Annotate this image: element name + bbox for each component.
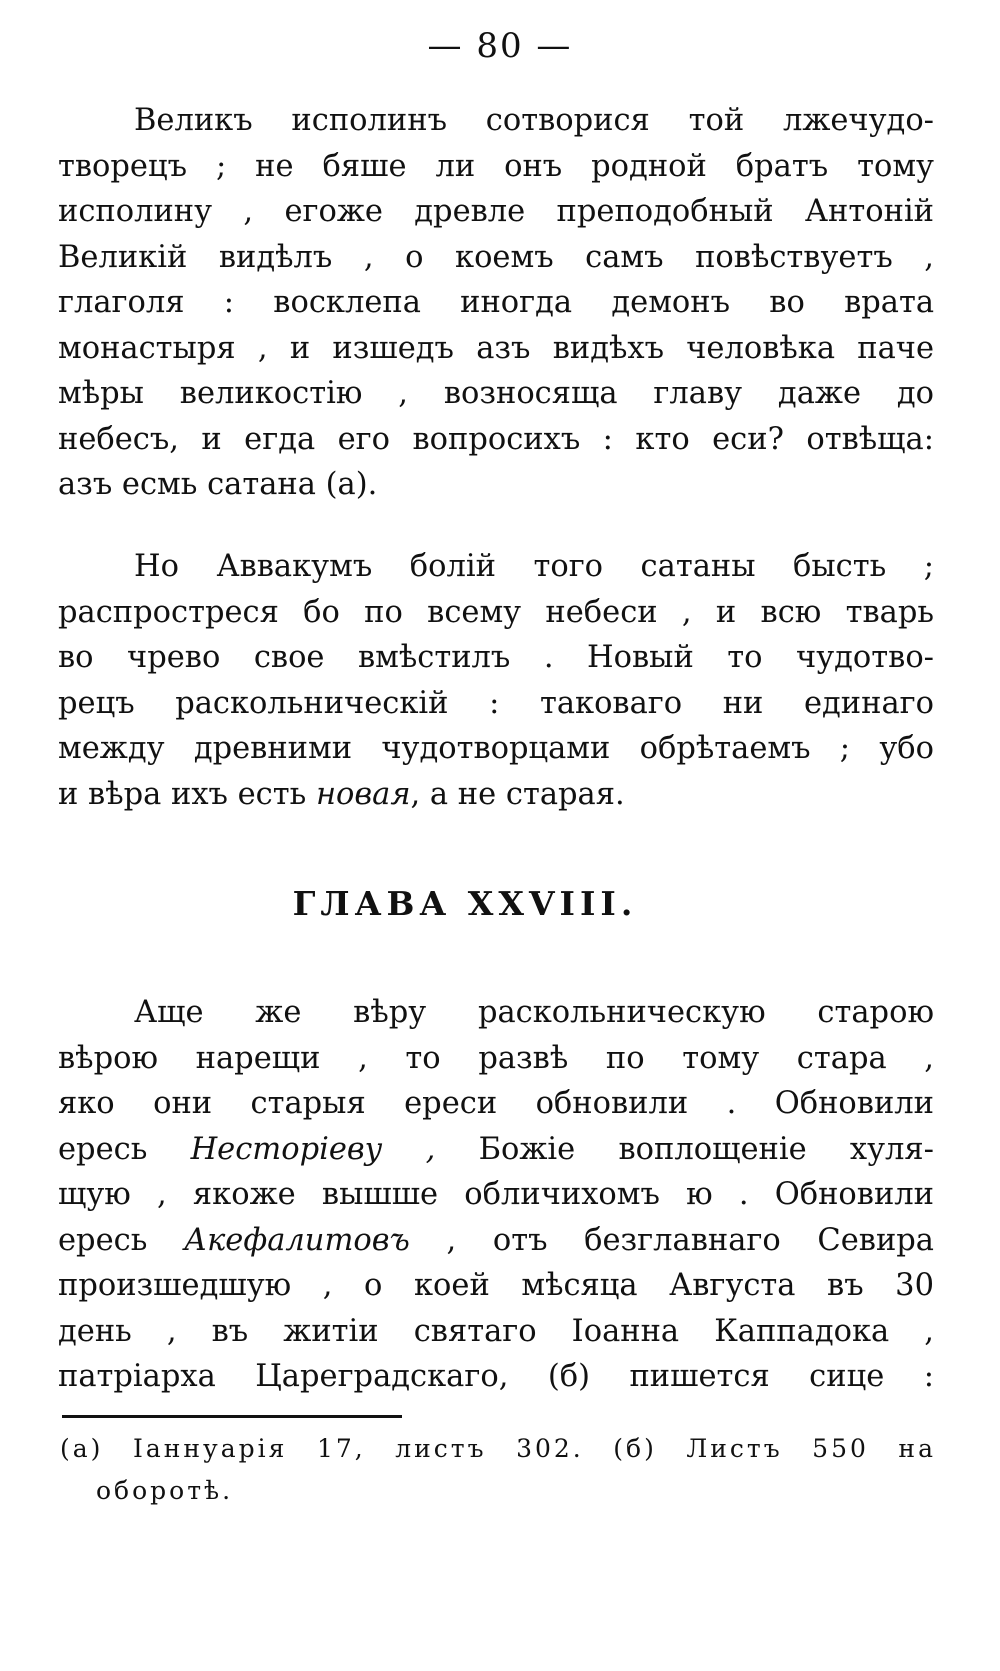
text-line: небесъ, и егда его вопросихъ : кто еси? отвѣща: [58,421,934,457]
footnotes [60,1428,936,1512]
text-line: исполину , егоже древле преподобный Антоній [58,194,934,229]
italic-emphasis: Несторіеву , [190,1131,436,1167]
text-line: глаголя : восклепа иногда демонъ во врата [58,285,934,320]
paragraph-1 [58,98,934,508]
text-fragment: ересь [58,1131,191,1167]
text-fragment: , отъ безглавнаго Севира [409,1222,934,1258]
paragraph-2 [58,544,934,817]
text-line: яко они старыя ереси обновили . Обновили [58,1086,934,1121]
text-line: произшедшую , о коей мѣсяца Августа въ 30 [58,1268,934,1303]
text-line: рецъ раскольническій : таковаго ни единаго [58,685,934,721]
text-line: между древними чудотворцами обрѣтаемъ ; убо [58,731,934,766]
text-line: распростреся бо по всему небеси , и всю тварь [58,594,934,630]
text-line: вѣрою нарещи , то развѣ по тому стара , [58,1040,934,1076]
chapter-heading: ГЛАВА XXVIII. [292,884,638,923]
text-fragment: и вѣра ихъ есть [58,776,316,812]
text-line: во чрево свое вмѣстилъ . Новый то чудотво- [58,640,934,675]
text-line: щую , якоже вышше обличихомъ ю . Обновили [58,1177,934,1212]
text-fragment: ересь [58,1222,184,1258]
text-line: патріарха Цареградскаго, (б) пишется сице : [58,1359,934,1394]
text-line [58,1127,934,1173]
text-line: день , въ житіи святаго Іоанна Каппадока , [58,1313,934,1349]
text-line: Аще же вѣру раскольническую старою [134,995,934,1030]
italic-emphasis: новая [315,776,411,812]
text-line: творецъ ; не бяше ли онъ родной братъ тому [58,148,934,184]
footnote-line: (а) Іаннуарія 17, листъ 302. (б) Листъ 550 на [60,1434,936,1463]
page-number: — 80 — [427,26,573,66]
text-fragment: , а не старая. [410,776,625,812]
paragraph-3 [58,990,934,1400]
text-line: Но Аввакумъ болій того сатаны бысть ; [134,549,934,584]
italic-emphasis: Акефалитовъ [183,1222,410,1258]
text-line: азъ есмь сатана (а). [58,467,378,502]
footnote-line: оборотѣ. [96,1476,234,1505]
text-line [58,1218,934,1264]
footnote-divider [62,1415,402,1418]
text-line: Великій видѣлъ , о коемъ самъ повѣствуетъ , [58,239,934,275]
text-line: мѣры великостію , возносяща главу даже до [58,376,934,411]
text-line [58,772,934,818]
text-line: монастыря , и изшедъ азъ видѣхъ человѣка паче [58,330,934,366]
text-line: Великъ исполинъ сотворися той лжечудо- [134,103,934,138]
text-fragment: Божіе воплощеніе хуля- [435,1131,934,1167]
